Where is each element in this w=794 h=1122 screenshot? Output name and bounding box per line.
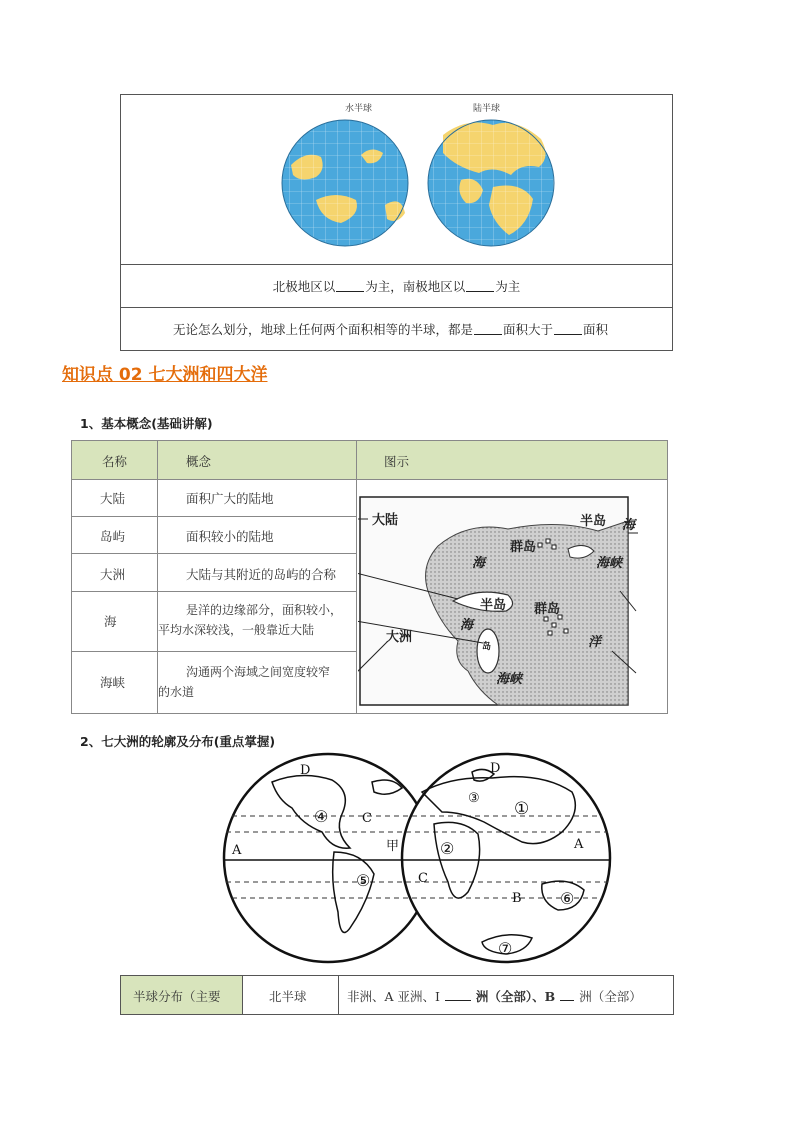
geography-concept-diagram <box>358 491 666 713</box>
subheading-continents: 2、七大洲的轮廓及分布(重点掌握) <box>80 734 276 749</box>
row-divider <box>72 516 357 517</box>
hemisphere-table <box>120 94 673 351</box>
map-label-5: ⑤ <box>356 871 371 890</box>
map-label-A-right: A <box>574 837 584 852</box>
map-label-B: B <box>512 891 522 906</box>
map-label-D-right: D <box>490 761 501 776</box>
northern-hemisphere-label: 北半球 <box>269 989 307 1004</box>
label-strait-right: 海峡 <box>596 556 623 571</box>
blank-field[interactable] <box>474 322 502 335</box>
map-label-7: ⑦ <box>498 939 513 958</box>
section-title: 知识点 02 七大洲和四大洋 <box>62 365 268 385</box>
header-name: 名称 <box>102 454 128 469</box>
polar-text-3: 为主 <box>495 278 521 294</box>
label-peninsula-mid: 半岛 <box>480 598 507 613</box>
map-label-6: ⑥ <box>560 889 575 908</box>
concept-table <box>71 440 668 714</box>
map-label-D-left: D <box>300 763 311 778</box>
label-sea-mid: 海 <box>460 618 474 633</box>
blank-field[interactable] <box>445 988 471 1001</box>
label-sea-top: 海 <box>472 556 486 571</box>
map-label-A-left: A <box>232 843 242 858</box>
water-hemisphere-label: 水半球 <box>345 104 373 114</box>
hemisphere-summary-row <box>121 307 672 350</box>
row-concept-strait-line1: 沟通两个海域之间宽度较窄 <box>186 665 331 679</box>
row-name-island: 岛屿 <box>100 529 126 544</box>
map-label-C-right: C <box>418 871 428 886</box>
summary-text-3: 面积 <box>583 321 609 337</box>
distribution-table <box>120 975 674 1015</box>
label-sea-right: 海 <box>622 518 636 533</box>
row-concept-island: 面积较小的陆地 <box>186 529 274 544</box>
polar-text-2: 为主，南极地区以 <box>365 278 466 294</box>
label-ocean: 洋 <box>588 635 602 650</box>
water-hemisphere-globe <box>282 120 408 246</box>
land-hemisphere-label: 陆半球 <box>473 104 501 114</box>
map-label-3: ③ <box>468 791 480 806</box>
row-name-continent: 大陆 <box>100 491 126 506</box>
label-continent-mass: 大洲 <box>386 630 413 645</box>
label-continent: 大陆 <box>372 513 399 528</box>
header-concept: 概念 <box>186 454 212 469</box>
label-small-island: 岛 <box>482 642 492 652</box>
header-diagram: 图示 <box>384 454 410 469</box>
map-label-2: ② <box>440 839 455 858</box>
subheading-basic-concepts: 1、基本概念(基础讲解) <box>80 416 213 431</box>
label-islands-top: 群岛 <box>510 540 537 555</box>
row-concept-continent: 面积广大的陆地 <box>186 491 274 506</box>
world-continents-map <box>222 752 612 966</box>
distribution-label: 半球分布（主要 <box>133 989 221 1004</box>
row-concept-sea-line2: 平均水深较浅，一般靠近大陆 <box>158 623 315 637</box>
map-label-jia: 甲 <box>386 839 400 854</box>
row-concept-strait-line2: 的水道 <box>158 685 195 699</box>
map-label-1: ① <box>514 799 530 819</box>
label-strait-bottom: 海峡 <box>496 672 523 687</box>
polar-text-1: 北极地区以 <box>272 278 336 294</box>
summary-text-2: 面积大于 <box>503 321 554 337</box>
row-divider <box>72 553 357 554</box>
distribution-text-3: 洲（全部） <box>579 989 642 1004</box>
column-divider <box>356 441 357 713</box>
label-peninsula-top: 半岛 <box>580 514 607 529</box>
blank-field[interactable] <box>336 279 364 292</box>
hemisphere-images-row <box>121 95 672 265</box>
summary-text-1: 无论怎么划分，地球上任何两个面积相等的半球，都是 <box>173 321 474 337</box>
column-divider <box>157 441 158 713</box>
row-name-landmass: 大洲 <box>100 567 126 582</box>
row-concept-sea-line1: 是洋的边缘部分，面积较小， <box>186 603 343 617</box>
eastern-hemisphere-outline <box>402 754 610 962</box>
distribution-text-2: 洲（全部）、B <box>475 989 556 1004</box>
hemisphere-globes <box>121 95 674 264</box>
column-divider <box>338 976 339 1014</box>
row-divider <box>72 651 357 652</box>
row-name-strait: 海峡 <box>100 675 126 690</box>
map-label-C-left: C <box>362 811 372 826</box>
label-islands-mid: 群岛 <box>534 602 561 617</box>
map-label-4: ④ <box>314 807 329 826</box>
land-hemisphere-globe <box>428 120 554 246</box>
polar-regions-row <box>121 264 672 308</box>
blank-field[interactable] <box>554 322 582 335</box>
distribution-content <box>347 987 642 1005</box>
row-name-sea: 海 <box>104 614 117 629</box>
distribution-text-1: 非洲、A 亚洲、Ⅰ <box>347 989 440 1004</box>
blank-field[interactable] <box>466 279 494 292</box>
blank-field[interactable] <box>560 988 574 1001</box>
concept-table-header <box>72 441 667 480</box>
row-concept-landmass: 大陆与其附近的岛屿的合称 <box>186 567 337 582</box>
row-divider <box>72 591 357 592</box>
